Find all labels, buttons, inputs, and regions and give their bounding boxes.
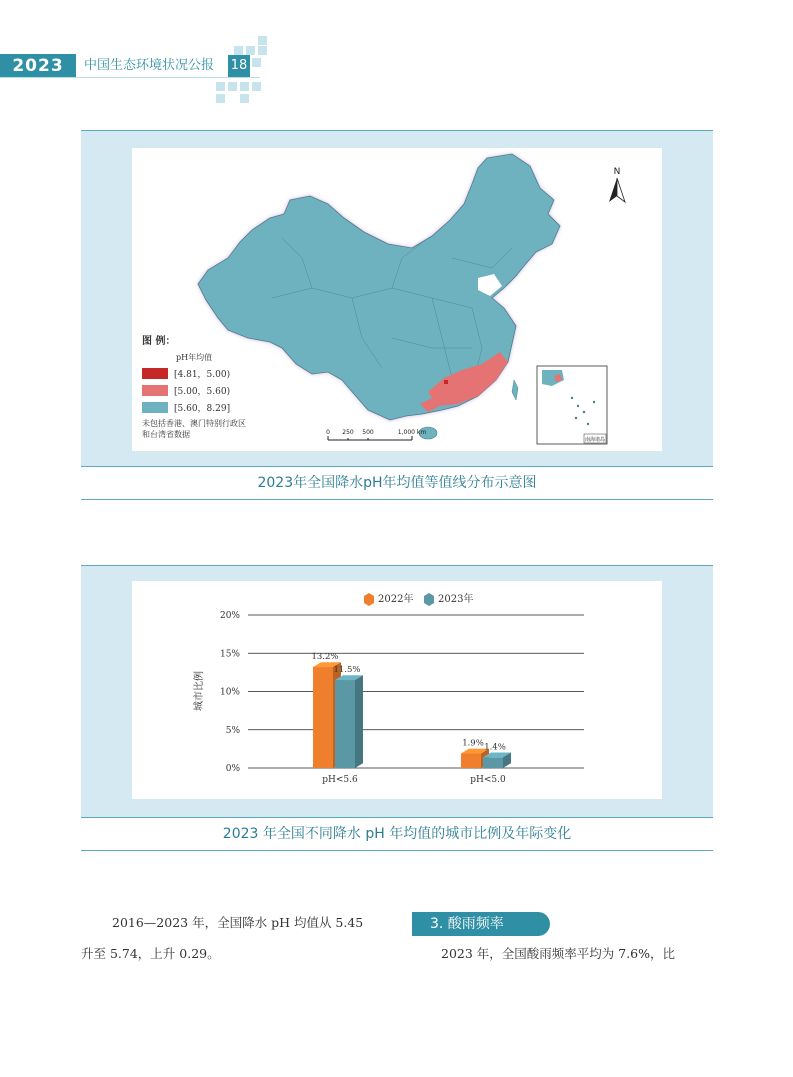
decor-square	[228, 82, 237, 91]
paragraph-line: 升至 5.74，上升 0.29。	[81, 946, 220, 961]
header-divider	[0, 77, 260, 78]
figure-caption: 2023年全国降水pH年均值等值线分布示意图	[81, 466, 713, 499]
map-legend	[142, 332, 282, 440]
decor-square	[234, 46, 243, 55]
bar	[483, 757, 503, 768]
page-number: 18	[228, 55, 250, 77]
scale-label: 500	[362, 429, 374, 436]
bar-side	[355, 675, 363, 768]
legend-note-line: 未包括香港、澳门特别行政区	[142, 419, 246, 428]
decor-square	[216, 94, 225, 103]
decor-square	[216, 82, 225, 91]
taiwan-island	[512, 380, 518, 400]
decor-square	[240, 82, 249, 91]
paragraph-line: 2023 年，全国酸雨频率平均为 7.6%，比	[441, 946, 676, 961]
legend-item	[142, 401, 282, 414]
legend-swatch-medium	[142, 385, 168, 396]
north-arrow-icon	[609, 178, 625, 202]
data-label: 1.9%	[462, 738, 484, 749]
map-panel	[132, 148, 662, 451]
data-label: 13.2%	[311, 652, 339, 663]
y-tick-label: 10%	[219, 687, 240, 698]
legend-subtitle: pH年均值	[176, 353, 213, 362]
legend-label: 2023年	[438, 594, 474, 605]
paragraph-line: 2016—2023 年，全国降水 pH 均值从 5.45	[112, 915, 364, 930]
data-label: 11.5%	[333, 665, 361, 676]
legend-swatch	[424, 593, 434, 606]
bar	[313, 667, 333, 768]
decor-square	[258, 36, 267, 45]
bar	[335, 680, 355, 768]
legend-swatch-normal	[142, 402, 168, 413]
north-label: N	[613, 167, 621, 177]
y-axis-label: 城市比例	[194, 671, 205, 711]
legend-label: 2022年	[378, 594, 414, 605]
legend-note-line: 和台湾省数据	[142, 430, 190, 439]
legend-note	[142, 418, 282, 440]
legend-item-label: [5.60，8.29]	[174, 404, 231, 414]
bar	[461, 753, 481, 768]
acid-zone-strong	[444, 380, 448, 384]
chart-panel	[132, 581, 662, 799]
legend-item-label: [4.81，5.00)	[174, 370, 231, 380]
section-heading: 3. 酸雨频率	[412, 912, 550, 936]
decor-square	[258, 46, 267, 55]
decor-square	[252, 82, 261, 91]
legend-swatch-strong	[142, 368, 168, 379]
header-title: 中国生态环境状况公报	[84, 58, 215, 73]
data-label: 1.4%	[484, 742, 506, 753]
y-tick-label: 5%	[225, 725, 240, 736]
scale-label: 250	[342, 429, 354, 436]
header-year: 2023	[0, 54, 76, 78]
legend-swatch	[364, 593, 374, 606]
x-tick-label: pH<5.6	[322, 775, 358, 785]
legend-item-label: [5.00，5.60)	[174, 387, 231, 397]
y-tick-label: 20%	[219, 611, 240, 621]
x-tick-label: pH<5.0	[470, 775, 506, 785]
inset-label: 南海诸岛	[584, 437, 606, 443]
scale-label: 1,000 km	[397, 429, 427, 436]
legend-item	[142, 367, 282, 380]
y-tick-label: 0%	[225, 764, 240, 774]
y-tick-label: 15%	[219, 649, 240, 660]
figure-caption: 2023 年全国不同降水 pH 年均值的城市比例及年际变化	[81, 817, 713, 850]
bar-chart	[132, 581, 662, 799]
legend-title: 图 例：	[142, 336, 176, 347]
scale-label: 0	[326, 429, 330, 436]
map-figure	[81, 130, 713, 500]
decor-square	[252, 58, 261, 67]
legend-item	[142, 384, 282, 397]
decor-square	[240, 94, 249, 103]
decor-square	[246, 46, 255, 55]
scale-bar	[328, 436, 412, 440]
page-header	[0, 0, 793, 110]
chart-figure	[81, 565, 713, 851]
